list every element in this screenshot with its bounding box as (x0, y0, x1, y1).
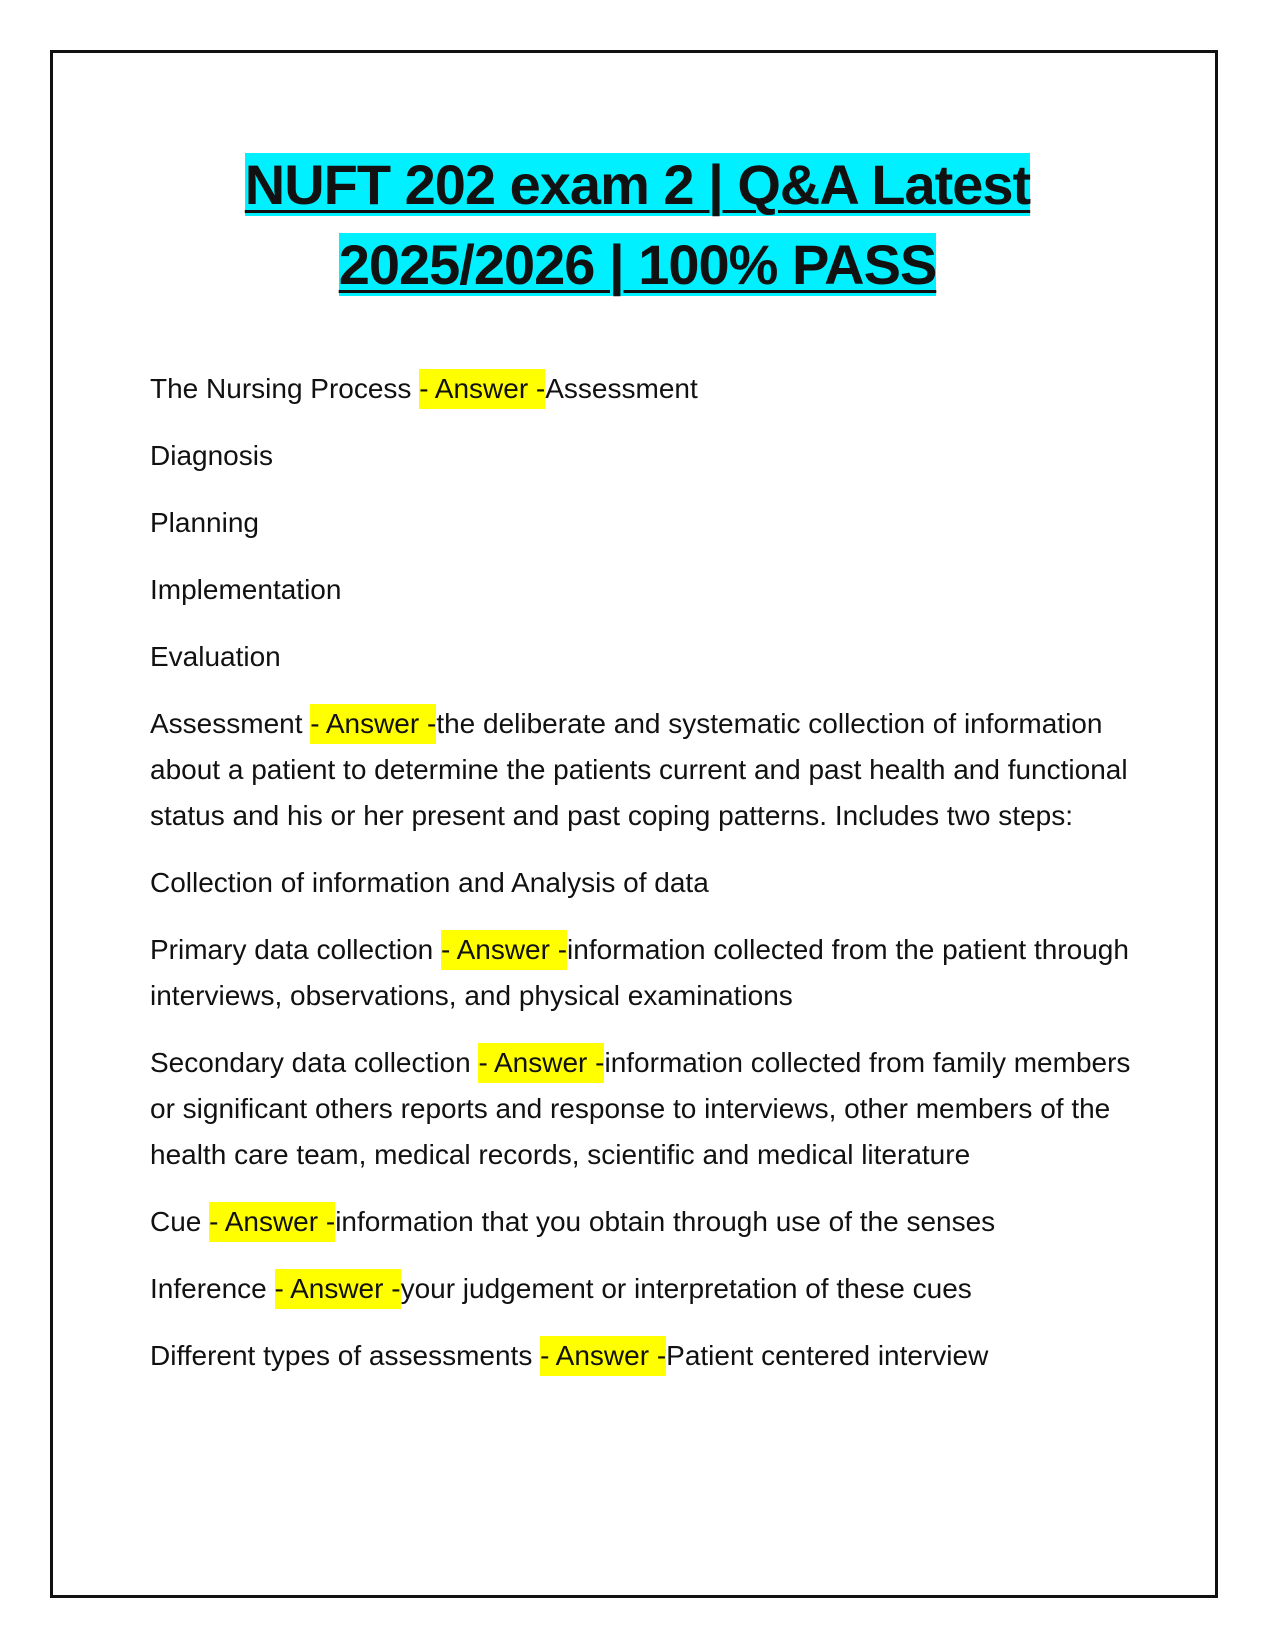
entry-text: Evaluation (150, 641, 281, 672)
entry-answer: Patient centered interview (666, 1340, 989, 1371)
entry-text: Collection of information and Analysis of data (150, 867, 709, 898)
entry-answer: information collected from family members or significant others reports and response to interviews, other members of the health care team, medical records, scientific and medical literature (150, 1047, 1131, 1170)
list-line (150, 634, 1140, 680)
entry-term: Inference (150, 1273, 275, 1304)
qa-entry (150, 1333, 1140, 1379)
document-title (50, 145, 1225, 305)
entry-answer: information collected from the patient through interviews, observations, and physical examinations (150, 934, 1129, 1011)
entry-answer: Assessment (545, 373, 698, 404)
entry-answer: information that you obtain through use of the senses (335, 1206, 996, 1237)
entry-text: Planning (150, 507, 259, 538)
list-line (150, 500, 1140, 546)
entry-term: Different types of assessments (150, 1340, 541, 1371)
list-line (150, 433, 1140, 479)
qa-entry (150, 366, 1140, 412)
title-line-1: NUFT 202 exam 2 | Q&A Latest (244, 153, 1031, 216)
qa-content (150, 366, 1140, 1400)
entry-term: Primary data collection (150, 934, 442, 965)
qa-entry (150, 701, 1140, 839)
title-line-2: 2025/2026 | 100% PASS (338, 233, 937, 296)
answer-marker: - Answer - (209, 1202, 335, 1242)
answer-marker: - Answer - (310, 704, 436, 744)
entry-term: Secondary data collection (150, 1047, 479, 1078)
entry-text: Implementation (150, 574, 342, 605)
list-line (150, 860, 1140, 906)
entry-term: Assessment (150, 708, 311, 739)
entry-answer: your judgement or interpretation of these cues (400, 1273, 972, 1304)
list-line (150, 567, 1140, 613)
answer-marker: - Answer - (478, 1043, 604, 1083)
entry-term: Cue (150, 1206, 210, 1237)
qa-entry (150, 927, 1140, 1019)
answer-marker: - Answer - (275, 1269, 401, 1309)
answer-marker: - Answer - (419, 369, 545, 409)
qa-entry (150, 1199, 1140, 1245)
qa-entry (150, 1040, 1140, 1178)
entry-answer: the deliberate and systematic collection of information about a patient to determine the patients current and past health and functional status and his or her present and past coping patterns. Includes two steps: (150, 708, 1128, 831)
answer-marker: - Answer - (540, 1336, 666, 1376)
answer-marker: - Answer - (441, 930, 567, 970)
entry-text: Diagnosis (150, 440, 273, 471)
entry-term: The Nursing Process (150, 373, 420, 404)
qa-entry (150, 1266, 1140, 1312)
